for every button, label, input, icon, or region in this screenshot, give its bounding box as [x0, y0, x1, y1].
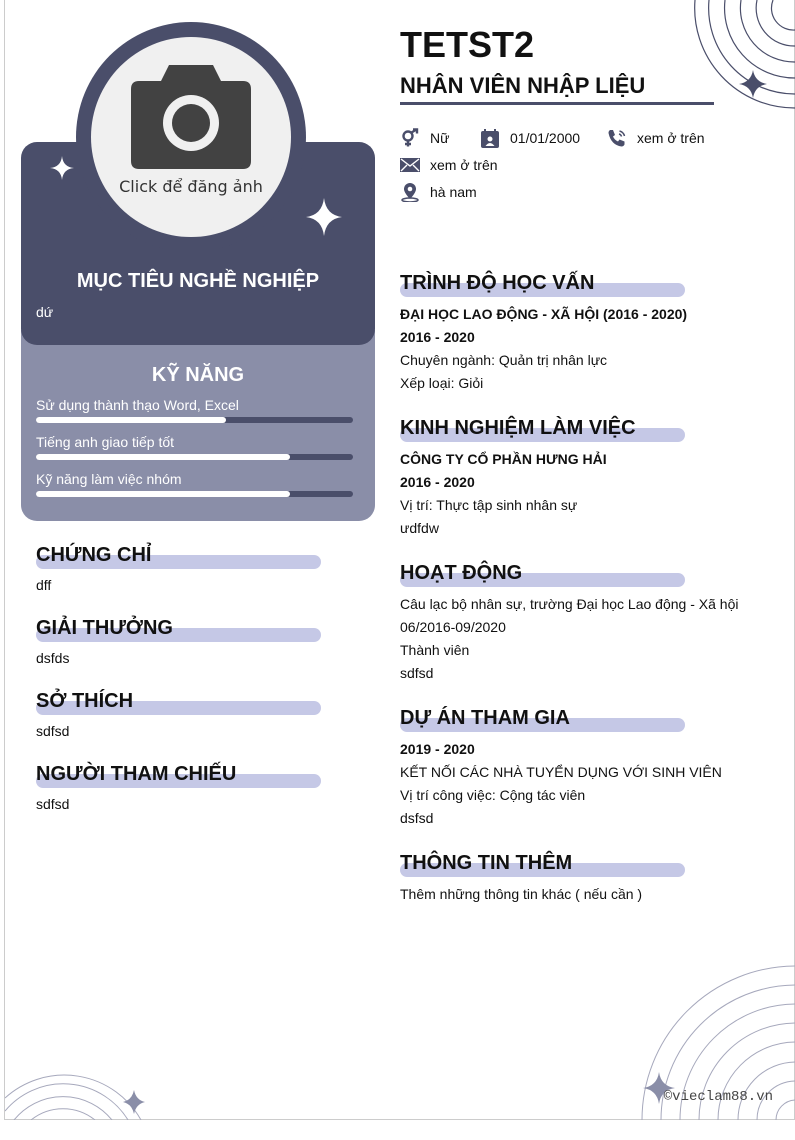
skill-bar-fill — [36, 454, 290, 460]
references-section — [36, 763, 326, 816]
section-title: CHỨNG CHỈ — [36, 544, 152, 566]
section-title: DỰ ÁN THAM GIA — [400, 707, 570, 729]
project-period: 2019 - 2020 — [400, 741, 475, 757]
section-title: SỞ THÍCH — [36, 690, 134, 712]
birthday-value: 01/01/2000 — [510, 130, 581, 146]
objective-title: MỤC TIÊU NGHỀ NGHIỆP — [76, 270, 320, 292]
education-section — [400, 272, 700, 395]
section-text: sdfsd — [36, 723, 70, 739]
awards-section — [36, 617, 326, 670]
certificates-section — [36, 544, 326, 597]
activity-org: Câu lạc bộ nhân sự, trường Đại học Lao động - Xã hội — [400, 596, 739, 612]
objective-text: dứ — [36, 304, 54, 320]
gender-info — [400, 128, 449, 148]
sparkle-icon — [123, 1090, 145, 1114]
project-name: KẾT NỐI CÁC NHÀ TUYỂN DỤNG VỚI SINH VIÊN — [400, 764, 722, 780]
job-title: NHÂN VIÊN NHẬP LIỆU — [400, 73, 646, 98]
activity-desc: sdfsd — [400, 665, 434, 681]
skill-bar-fill — [36, 491, 290, 497]
skill-item — [36, 397, 353, 423]
section-text: sdfsd — [36, 796, 70, 812]
title-underline — [400, 102, 714, 105]
skill-label: Kỹ năng làm việc nhóm — [36, 471, 182, 487]
section-title: KINH NGHIỆM LÀM VIỆC — [400, 417, 636, 439]
skills-title: KỸ NĂNG — [151, 364, 245, 386]
candidate-name: TETST2 — [400, 24, 535, 65]
hobbies-section — [36, 690, 326, 743]
experience-section — [400, 417, 700, 540]
project-desc: dsfsd — [400, 810, 434, 826]
experience-role: Vị trí: Thực tập sinh nhân sự — [400, 497, 578, 513]
mail-icon — [400, 155, 420, 175]
calendar-icon — [480, 128, 500, 148]
company-name: CÔNG TY CỔ PHẦN HƯNG HẢI — [400, 451, 607, 467]
activities-section — [400, 562, 770, 685]
phone-value: xem ở trên — [637, 130, 705, 146]
section-text: dsfds — [36, 650, 70, 666]
section-title: NGƯỜI THAM CHIẾU — [36, 763, 237, 785]
education-period: 2016 - 2020 — [400, 329, 475, 345]
activity-period: 06/2016-09/2020 — [400, 619, 506, 635]
experience-period: 2016 - 2020 — [400, 474, 475, 490]
photo-upload-label: Click để đăng ảnh — [119, 177, 263, 196]
skill-bar — [36, 491, 353, 497]
education-major: Chuyên ngành: Quản trị nhân lực — [400, 352, 608, 368]
address-value: hà nam — [430, 184, 477, 200]
activity-role: Thành viên — [400, 642, 470, 658]
gender-value: Nữ — [430, 130, 450, 146]
section-title: TRÌNH ĐỘ HỌC VẤN — [400, 272, 595, 294]
birthday-info — [480, 128, 580, 148]
skill-bar — [36, 454, 353, 460]
skill-label: Sử dụng thành thạo Word, Excel — [36, 397, 239, 413]
education-grade: Xếp loại: Giỏi — [400, 375, 484, 391]
camera-icon — [131, 65, 251, 169]
email-info — [400, 155, 498, 175]
project-role: Vị trí công việc: Cộng tác viên — [400, 787, 586, 803]
section-title: GIẢI THƯỞNG — [36, 617, 173, 639]
email-value: xem ở trên — [430, 157, 498, 173]
phone-info — [607, 128, 705, 148]
watermark: ©vieclam88.vn — [663, 1089, 773, 1105]
section-text: dff — [36, 577, 52, 593]
section-title: HOẠT ĐỘNG — [400, 562, 523, 584]
gender-icon — [400, 128, 420, 148]
location-pin-icon — [400, 182, 420, 202]
skill-bar-fill — [36, 417, 226, 423]
extra-info-section — [400, 852, 770, 906]
address-info — [400, 182, 477, 202]
skill-label: Tiếng anh giao tiếp tốt — [36, 434, 175, 450]
skill-item — [36, 471, 353, 497]
experience-desc: ưdfdw — [400, 520, 439, 536]
section-title: THÔNG TIN THÊM — [400, 852, 573, 874]
skill-item — [36, 434, 353, 460]
phone-icon — [607, 128, 627, 148]
extra-info-text: Thêm những thông tin khác ( nếu cần ) — [400, 886, 643, 902]
skill-bar — [36, 417, 353, 423]
photo-upload[interactable] — [91, 37, 291, 237]
school-name: ĐẠI HỌC LAO ĐỘNG - XÃ HỘI (2016 - 2020) — [400, 306, 688, 322]
projects-section — [400, 707, 770, 830]
